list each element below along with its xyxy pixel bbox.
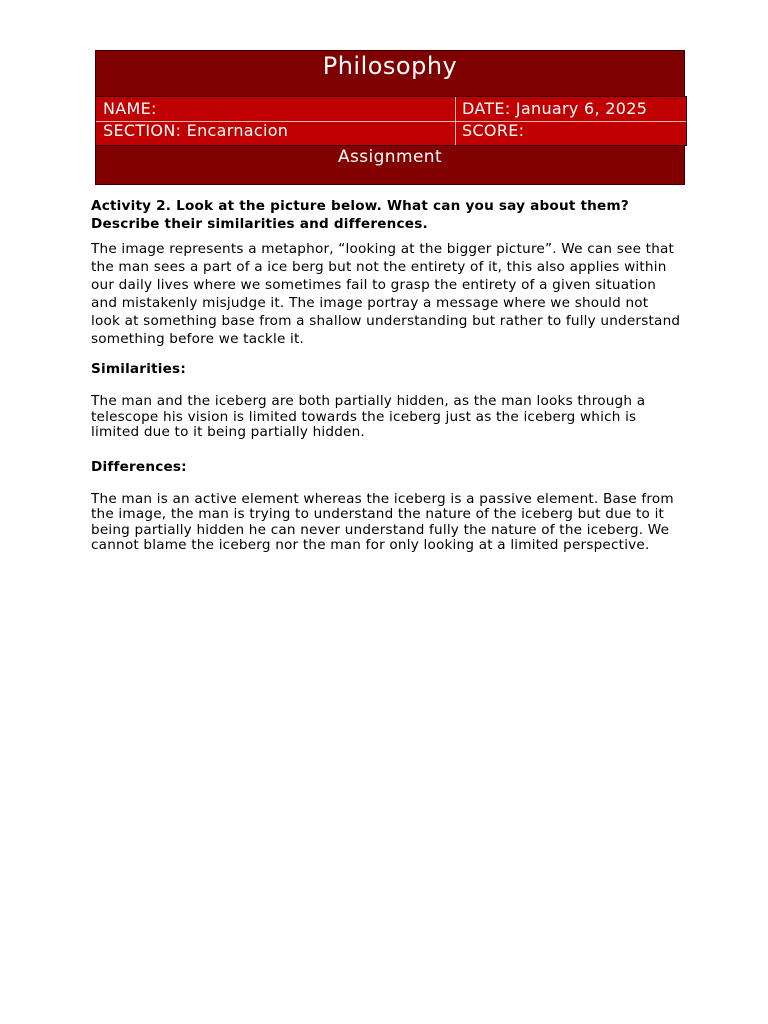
info-column-divider — [455, 97, 456, 145]
info-table — [95, 96, 687, 146]
differences-paragraph: The man is an active element whereas the iceberg is a passive element. Base from the image, the man is trying to understand the nature of the iceberg but due to it being partially hidden he can never understand fully the nature of the iceberg. We cannot blame the iceberg nor the man for only looking at a limited perspective. — [91, 490, 674, 554]
score-label: SCORE: — [462, 121, 525, 140]
name-label: NAME: — [103, 99, 157, 118]
section-label: SECTION: Encarnacion — [103, 121, 289, 140]
intro-paragraph: The image represents a metaphor, “looking at the bigger picture”. We can see that the man sees a part of a ice berg but not the entirety of it, this also applies within our daily lives where we sometimes fail to grasp the entirety of a given situation and mistakenly misjudge it. The image portray a message where we should not look at something base from a shallow understanding but rather to fully understand something before we tackle it. — [91, 241, 681, 347]
document-title: Philosophy — [322, 52, 458, 80]
differences-heading: Differences: — [91, 458, 187, 475]
activity-question: Activity 2. Look at the picture below. What can you say about them? Describe their similarities and differences. — [91, 198, 629, 232]
document-body — [91, 198, 681, 567]
similarities-heading: Similarities: — [91, 361, 186, 378]
date-label: DATE: January 6, 2025 — [462, 99, 648, 118]
document-subtitle: Assignment — [337, 147, 443, 167]
similarities-paragraph: The man and the iceberg are both partially hidden, as the man looks through a telescope his vision is limited towards the iceberg just as the iceberg which is limited due to it being partially hidden. — [91, 393, 646, 441]
